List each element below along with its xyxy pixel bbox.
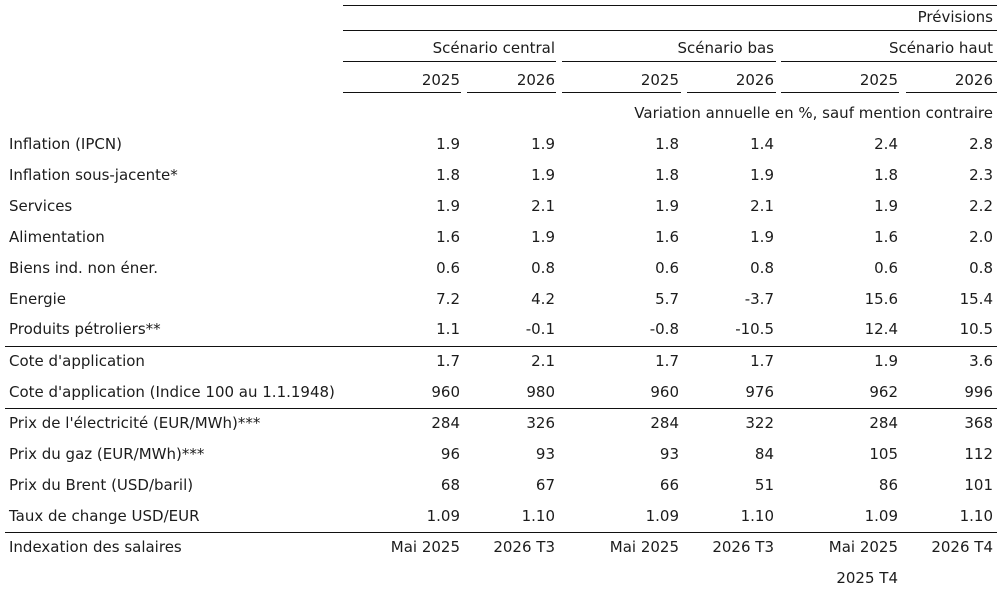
previsions-rule [343, 30, 997, 31]
value-haut-2025-second-line: 2025 T4 [836, 569, 898, 587]
header-group-row [0, 7, 1007, 27]
table-row-indexation-salaires [0, 537, 1007, 557]
year-rule-bas-2025 [562, 92, 681, 93]
year-rule-central-2025 [343, 92, 461, 93]
value-bas-2026: -3.7 [744, 290, 774, 308]
year-haut-2025: 2025 [859, 71, 898, 89]
value-haut-2025: 962 [869, 383, 898, 401]
year-bas-2025: 2025 [640, 71, 679, 89]
scenario-bas-rule [562, 61, 776, 62]
value-central-2025: 1.6 [436, 228, 460, 246]
row-label: Alimentation [9, 228, 105, 246]
year-central-2026: 2026 [516, 71, 555, 89]
value-bas-2026: 322 [745, 414, 774, 432]
value-bas-2025: Mai 2025 [609, 538, 679, 556]
value-central-2026: 1.9 [531, 135, 555, 153]
value-central-2025: 1.7 [436, 352, 460, 370]
table-row-cote-application [0, 351, 1007, 371]
value-bas-2025: 1.9 [655, 197, 679, 215]
header-scenario-row [0, 38, 1007, 58]
year-haut-2026: 2026 [954, 71, 993, 89]
value-central-2025: Mai 2025 [390, 538, 460, 556]
table-row-prix-gaz [0, 444, 1007, 464]
value-bas-2026: 84 [754, 445, 774, 463]
table-row-inflation-ipcn [0, 134, 1007, 154]
value-bas-2026: 1.7 [750, 352, 774, 370]
scenario-haut-heading: Scénario haut [888, 39, 993, 57]
value-bas-2026: 1.4 [750, 135, 774, 153]
value-central-2025: 284 [431, 414, 460, 432]
value-central-2025: 1.09 [426, 507, 460, 525]
row-label: Indexation des salaires [9, 538, 182, 556]
year-rule-bas-2026 [687, 92, 776, 93]
value-bas-2026: 976 [745, 383, 774, 401]
value-central-2025: 1.8 [436, 166, 460, 184]
unit-note: Variation annuelle en %, sauf mention contraire [634, 104, 993, 122]
value-bas-2026: 1.9 [750, 228, 774, 246]
year-rule-haut-2026 [906, 92, 997, 93]
value-central-2026: 93 [535, 445, 555, 463]
value-bas-2025: -0.8 [649, 320, 679, 338]
row-label: Cote d'application [9, 352, 145, 370]
row-label: Inflation sous-jacente* [9, 166, 178, 184]
value-central-2026: 326 [526, 414, 555, 432]
value-central-2026: 2026 T3 [493, 538, 555, 556]
table-row-prix-electricite [0, 413, 1007, 433]
value-bas-2026: 1.10 [740, 507, 774, 525]
value-bas-2025: 1.8 [655, 135, 679, 153]
value-haut-2025: 105 [869, 445, 898, 463]
value-haut-2025: 1.9 [874, 352, 898, 370]
value-haut-2026: 1.10 [959, 507, 993, 525]
value-bas-2026: 0.8 [750, 259, 774, 277]
value-central-2026: 2.1 [531, 197, 555, 215]
value-bas-2025: 5.7 [655, 290, 679, 308]
scenario-central-rule [343, 61, 556, 62]
value-haut-2025: 284 [869, 414, 898, 432]
value-haut-2025: 1.09 [864, 507, 898, 525]
value-bas-2025: 1.7 [655, 352, 679, 370]
section-divider [5, 532, 997, 533]
value-haut-2025: 1.8 [874, 166, 898, 184]
value-haut-2026: 368 [964, 414, 993, 432]
value-haut-2026: 2.2 [969, 197, 993, 215]
value-haut-2026: 2.3 [969, 166, 993, 184]
table-row-services [0, 196, 1007, 216]
section-divider [5, 346, 997, 347]
value-central-2025: 1.9 [436, 197, 460, 215]
value-haut-2026: 996 [964, 383, 993, 401]
value-haut-2025: 86 [878, 476, 898, 494]
value-haut-2026: 101 [964, 476, 993, 494]
value-bas-2025: 66 [659, 476, 679, 494]
value-haut-2026: 2026 T4 [931, 538, 993, 556]
value-central-2025: 7.2 [436, 290, 460, 308]
table-row-indexation-continuation [0, 568, 1007, 588]
table-row-cote-application-indice [0, 382, 1007, 402]
header-year-row [0, 70, 1007, 90]
scenario-haut-rule [781, 61, 997, 62]
value-haut-2025: 1.9 [874, 197, 898, 215]
table-row-alimentation [0, 227, 1007, 247]
value-haut-2026: 10.5 [959, 320, 993, 338]
row-label: Cote d'application (Indice 100 au 1.1.1948) [9, 383, 335, 401]
value-haut-2025: 2.4 [874, 135, 898, 153]
value-haut-2026: 15.4 [959, 290, 993, 308]
value-central-2025: 96 [440, 445, 460, 463]
previsions-heading: Prévisions [917, 8, 993, 26]
value-bas-2025: 0.6 [655, 259, 679, 277]
value-central-2026: 0.8 [531, 259, 555, 277]
value-central-2026: 4.2 [531, 290, 555, 308]
value-haut-2026: 3.6 [969, 352, 993, 370]
scenario-central-heading: Scénario central [432, 39, 555, 57]
value-bas-2025: 1.8 [655, 166, 679, 184]
value-bas-2025: 93 [659, 445, 679, 463]
year-bas-2026: 2026 [735, 71, 774, 89]
value-haut-2025: 12.4 [864, 320, 898, 338]
value-bas-2026: 2.1 [750, 197, 774, 215]
value-haut-2026: 0.8 [969, 259, 993, 277]
row-label: Prix du gaz (EUR/MWh)*** [9, 445, 205, 463]
table-row-taux-de-change [0, 506, 1007, 526]
row-label: Inflation (IPCN) [9, 135, 122, 153]
value-haut-2026: 112 [964, 445, 993, 463]
value-central-2026: 1.10 [521, 507, 555, 525]
row-label: Taux de change USD/EUR [9, 507, 200, 525]
value-haut-2025: 0.6 [874, 259, 898, 277]
table-row-inflation-sous-jacente [0, 165, 1007, 185]
row-label: Services [9, 197, 73, 215]
row-label: Biens ind. non éner. [9, 259, 158, 277]
section-divider [5, 408, 997, 409]
value-central-2026: 2.1 [531, 352, 555, 370]
top-rule [343, 5, 997, 6]
value-haut-2025: 1.6 [874, 228, 898, 246]
value-central-2025: 960 [431, 383, 460, 401]
value-haut-2025: 15.6 [864, 290, 898, 308]
value-central-2026: -0.1 [525, 320, 555, 338]
table-row-produits-petroliers [0, 319, 1007, 339]
value-central-2026: 1.9 [531, 228, 555, 246]
value-central-2025: 1.1 [436, 320, 460, 338]
value-haut-2025: Mai 2025 [828, 538, 898, 556]
value-central-2025: 68 [440, 476, 460, 494]
value-central-2025: 0.6 [436, 259, 460, 277]
value-central-2025: 1.9 [436, 135, 460, 153]
scenario-bas-heading: Scénario bas [677, 39, 774, 57]
table-row-energie [0, 289, 1007, 309]
value-bas-2026: 2026 T3 [712, 538, 774, 556]
value-bas-2025: 960 [650, 383, 679, 401]
value-bas-2025: 1.6 [655, 228, 679, 246]
row-label: Prix du Brent (USD/baril) [9, 476, 194, 494]
value-central-2026: 1.9 [531, 166, 555, 184]
value-bas-2026: -10.5 [735, 320, 774, 338]
value-bas-2026: 1.9 [750, 166, 774, 184]
table-row-biens-industriels [0, 258, 1007, 278]
value-haut-2026: 2.8 [969, 135, 993, 153]
value-central-2026: 67 [535, 476, 555, 494]
value-bas-2025: 284 [650, 414, 679, 432]
value-bas-2026: 51 [754, 476, 774, 494]
value-bas-2025: 1.09 [645, 507, 679, 525]
value-haut-2026: 2.0 [969, 228, 993, 246]
year-central-2025: 2025 [421, 71, 460, 89]
value-central-2026: 980 [526, 383, 555, 401]
row-label: Produits pétroliers** [9, 320, 161, 338]
year-rule-haut-2025 [781, 92, 899, 93]
table-row-prix-brent [0, 475, 1007, 495]
row-label: Prix de l'électricité (EUR/MWh)*** [9, 414, 261, 432]
year-rule-central-2026 [467, 92, 556, 93]
header-unit-row [0, 103, 1007, 123]
row-label: Energie [9, 290, 67, 308]
